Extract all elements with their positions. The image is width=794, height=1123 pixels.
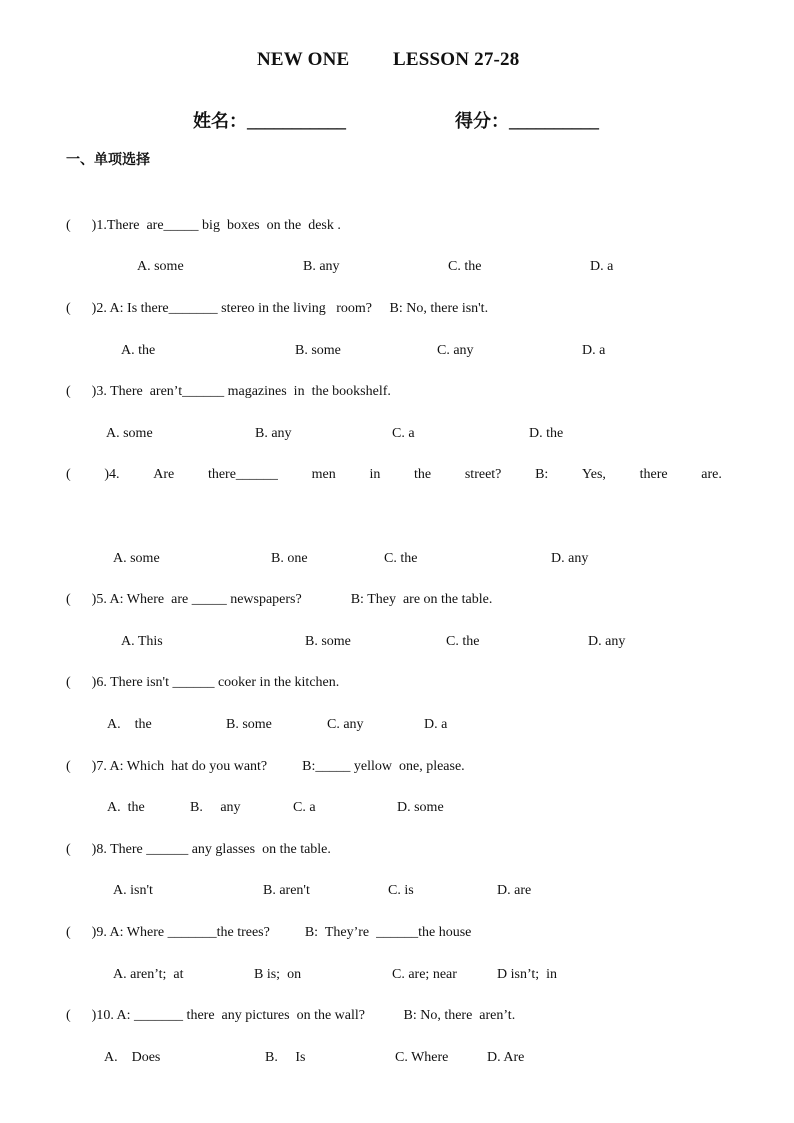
question-6-stem: ( )6. There isn't ______ cooker in the kitchen. xyxy=(66,675,340,690)
question-5-option-a: A. This xyxy=(121,634,163,649)
question-8-option-b: B. aren't xyxy=(263,883,310,898)
question-7-stem: ( )7. A: Which hat do you want? B:_____ yellow one, please. xyxy=(66,759,465,774)
question-4-part: B: xyxy=(535,467,549,482)
question-4-option-b: B. one xyxy=(271,551,308,566)
question-9-option-a: A. aren’t; at xyxy=(113,967,184,982)
question-3-option-b: B. any xyxy=(255,426,292,441)
question-6-option-b: B. some xyxy=(226,717,272,732)
question-4-part: ( xyxy=(66,467,71,482)
question-4-part: men xyxy=(311,467,336,482)
question-5-option-b: B. some xyxy=(305,634,351,649)
question-7-option-c: C. a xyxy=(293,800,316,815)
question-9-option-c: C. are; near xyxy=(392,967,457,982)
question-4-part: )4. xyxy=(104,467,120,482)
question-10-option-b: B. Is xyxy=(265,1050,306,1065)
question-4-part: the xyxy=(414,467,432,482)
question-4-stem xyxy=(66,468,722,482)
question-4-part: there xyxy=(639,467,668,482)
question-4-part: are. xyxy=(701,467,722,482)
question-2-option-a: A. the xyxy=(121,343,156,358)
question-1-stem: ( )1.There are_____ big boxes on the desk . xyxy=(66,218,341,233)
question-3-option-c: C. a xyxy=(392,426,415,441)
question-2-option-d: D. a xyxy=(582,343,606,358)
question-4-option-a: A. some xyxy=(113,551,160,566)
question-4-part: Are xyxy=(153,467,175,482)
question-4-part: street? xyxy=(464,467,502,482)
question-8-option-a: A. isn't xyxy=(113,883,153,898)
question-10-option-c: C. Where xyxy=(395,1050,449,1065)
question-4-part: Yes, xyxy=(582,467,606,482)
question-4-part: in xyxy=(369,467,381,482)
section-heading: 一、单项选择 xyxy=(66,153,150,168)
question-1-option-d: D. a xyxy=(590,259,614,274)
title-right: LESSON 27-28 xyxy=(393,49,520,70)
question-6-option-d: D. a xyxy=(424,717,448,732)
question-3-option-a: A. some xyxy=(106,426,153,441)
question-6-option-c: C. any xyxy=(327,717,364,732)
score-field-label: 得分：__________ xyxy=(455,111,599,131)
question-7-option-a: A. the xyxy=(107,800,145,815)
question-8-option-d: D. are xyxy=(497,883,532,898)
question-9-option-d: D isn’t; in xyxy=(497,967,558,982)
question-1-option-b: B. any xyxy=(303,259,340,274)
name-field-label: 姓名：___________ xyxy=(193,111,346,131)
question-4-part: there______ xyxy=(207,467,278,482)
question-5-stem: ( )5. A: Where are _____ newspapers? B: They are on the table. xyxy=(66,592,493,607)
question-8-stem: ( )8. There ______ any glasses on the table. xyxy=(66,842,331,857)
question-1-option-a: A. some xyxy=(137,259,184,274)
title-left: NEW ONE xyxy=(257,49,350,70)
question-9-option-b: B is; on xyxy=(254,967,302,982)
question-5-option-d: D. any xyxy=(588,634,626,649)
question-4-option-c: C. the xyxy=(384,551,418,566)
question-7-option-d: D. some xyxy=(397,800,444,815)
question-4-option-d: D. any xyxy=(551,551,589,566)
question-10-option-a: A. Does xyxy=(104,1050,161,1065)
question-10-stem: ( )10. A: _______ there any pictures on the wall? B: No, there aren’t. xyxy=(66,1008,516,1023)
question-2-option-c: C. any xyxy=(437,343,474,358)
question-9-stem: ( )9. A: Where _______the trees? B: They’re ______the house xyxy=(66,925,472,940)
question-2-option-b: B. some xyxy=(295,343,341,358)
question-10-option-d: D. Are xyxy=(487,1050,525,1065)
question-8-option-c: C. is xyxy=(388,883,414,898)
question-3-option-d: D. the xyxy=(529,426,564,441)
question-6-option-a: A. the xyxy=(107,717,152,732)
question-1-option-c: C. the xyxy=(448,259,482,274)
question-5-option-c: C. the xyxy=(446,634,480,649)
question-3-stem: ( )3. There aren’t______ magazines in the bookshelf. xyxy=(66,384,391,399)
question-2-stem: ( )2. A: Is there_______ stereo in the living room? B: No, there isn't. xyxy=(66,301,489,316)
question-7-option-b: B. any xyxy=(190,800,241,815)
